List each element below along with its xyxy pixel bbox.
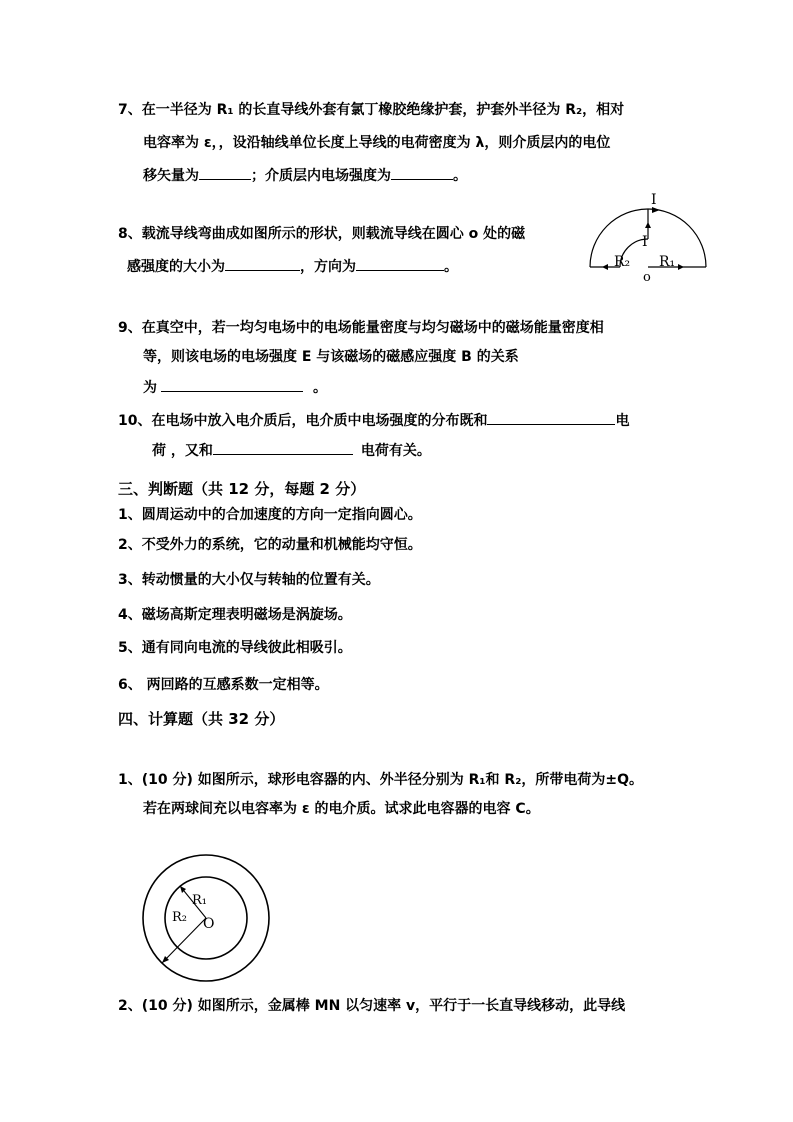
q8-label-o: o [643, 270, 651, 285]
q8-arrow-vertical [645, 222, 651, 228]
section3-title: 三、判断题（共 12 分，每题 2 分） [118, 480, 366, 498]
q10-line1 [118, 410, 629, 431]
q8-arrow-left-radial [602, 264, 608, 270]
section3-item-6: 6、 两回路的互感系数一定相等。 [118, 677, 329, 693]
q8-label-I-inner: I [642, 234, 648, 250]
q10-line1-text-a: 10、在电场中放入电介质后，电介质中电场强度的分布既和 [118, 413, 488, 429]
q8-blank-direction[interactable] [356, 256, 444, 271]
p1-label-O: O [203, 916, 215, 932]
section4-p1-line1: 1、(10 分) 如图所示，球形电容器的内、外半径分别为 R₁和 R₂，所带电荷为±Q。 [118, 772, 643, 788]
q10-line1-text-b: 电 [615, 413, 630, 429]
q8-label-I-outer: I [651, 192, 657, 208]
q10-line2-text-a: 荷 ，又和 [152, 443, 213, 459]
section3-item-4: 4、磁场高斯定理表明磁场是涡旋场。 [118, 607, 352, 623]
q8-line2 [127, 256, 458, 277]
q9-line1: 9、在真空中，若一均匀电场中的电场能量密度与均匀磁场中的磁场能量密度相 [118, 320, 604, 336]
q9-blank-relation[interactable] [161, 377, 303, 392]
section3-item-5: 5、通有同向电流的导线彼此相吸引。 [118, 640, 352, 656]
q7-line1: 7、在一半径为 R₁ 的长直导线外套有氯丁橡胶绝缘护套，护套外半径为 R₂，相对 [118, 102, 625, 118]
section3-item-2: 2、不受外力的系统，它的动量和机械能均守恒。 [118, 537, 422, 553]
q8-figure [584, 190, 714, 285]
q8-label-R1: R₁ [659, 254, 676, 270]
p1-label-R2: R₂ [172, 910, 187, 925]
q7-line3-text-b: ；介质层内电场强度为 [251, 168, 391, 184]
q8-blank-magnitude[interactable] [225, 256, 300, 271]
q7-line2: 电容率为 ε，，设沿轴线单位长度上导线的电荷密度为 λ，则介质层内的电位 [143, 135, 611, 151]
q7-blank-displacement[interactable] [199, 165, 251, 180]
q8-line2-text-b: ，方向为 [300, 259, 356, 275]
q7-line3-text-c: 。 [453, 168, 467, 184]
q10-blank-charge2[interactable] [213, 440, 353, 455]
q9-line3-text-b: 。 [313, 380, 327, 396]
section3-item-1: 1、圆周运动中的合加速度的方向一定指向圆心。 [118, 507, 422, 523]
q8-label-R2: R₂ [614, 254, 631, 270]
p1-spherical-capacitor-figure [140, 852, 272, 984]
q7-blank-field[interactable] [391, 165, 453, 180]
q8-arrow-right-radial [678, 264, 684, 270]
q8-line2-text-c: 。 [444, 259, 458, 275]
section4-p2-line1: 2、(10 分) 如图所示，金属棒 MN 以匀速率 v，平行于一长直导线移动，此导线 [118, 998, 626, 1014]
q10-line2 [152, 440, 431, 461]
q7-line3 [143, 165, 467, 186]
q9-line3-text-a: 为 [143, 380, 157, 396]
q9-line3 [143, 377, 327, 398]
q10-blank-charge1[interactable] [487, 410, 615, 425]
q9-line2: 等，则该电场的电场强度 E 与该磁场的磁感应强度 B 的关系 [143, 349, 519, 365]
p1-label-R1: R₁ [192, 893, 207, 908]
q10-line2-text-b: 电荷有关。 [360, 443, 431, 459]
section4-title: 四、计算题（共 32 分） [118, 710, 285, 728]
q7-line3-text-a: 移矢量为 [143, 168, 199, 184]
q8-line1: 8、载流导线弯曲成如图所示的形状，则载流导线在圆心 o 处的磁 [118, 226, 526, 242]
section4-p1-line2: 若在两球间充以电容率为 ε 的电介质。试求此电容器的电容 C。 [143, 801, 540, 817]
section3-item-3: 3、转动惯量的大小仅与转轴的位置有关。 [118, 572, 380, 588]
q8-line2-text-a: 感强度的大小为 [127, 259, 225, 275]
